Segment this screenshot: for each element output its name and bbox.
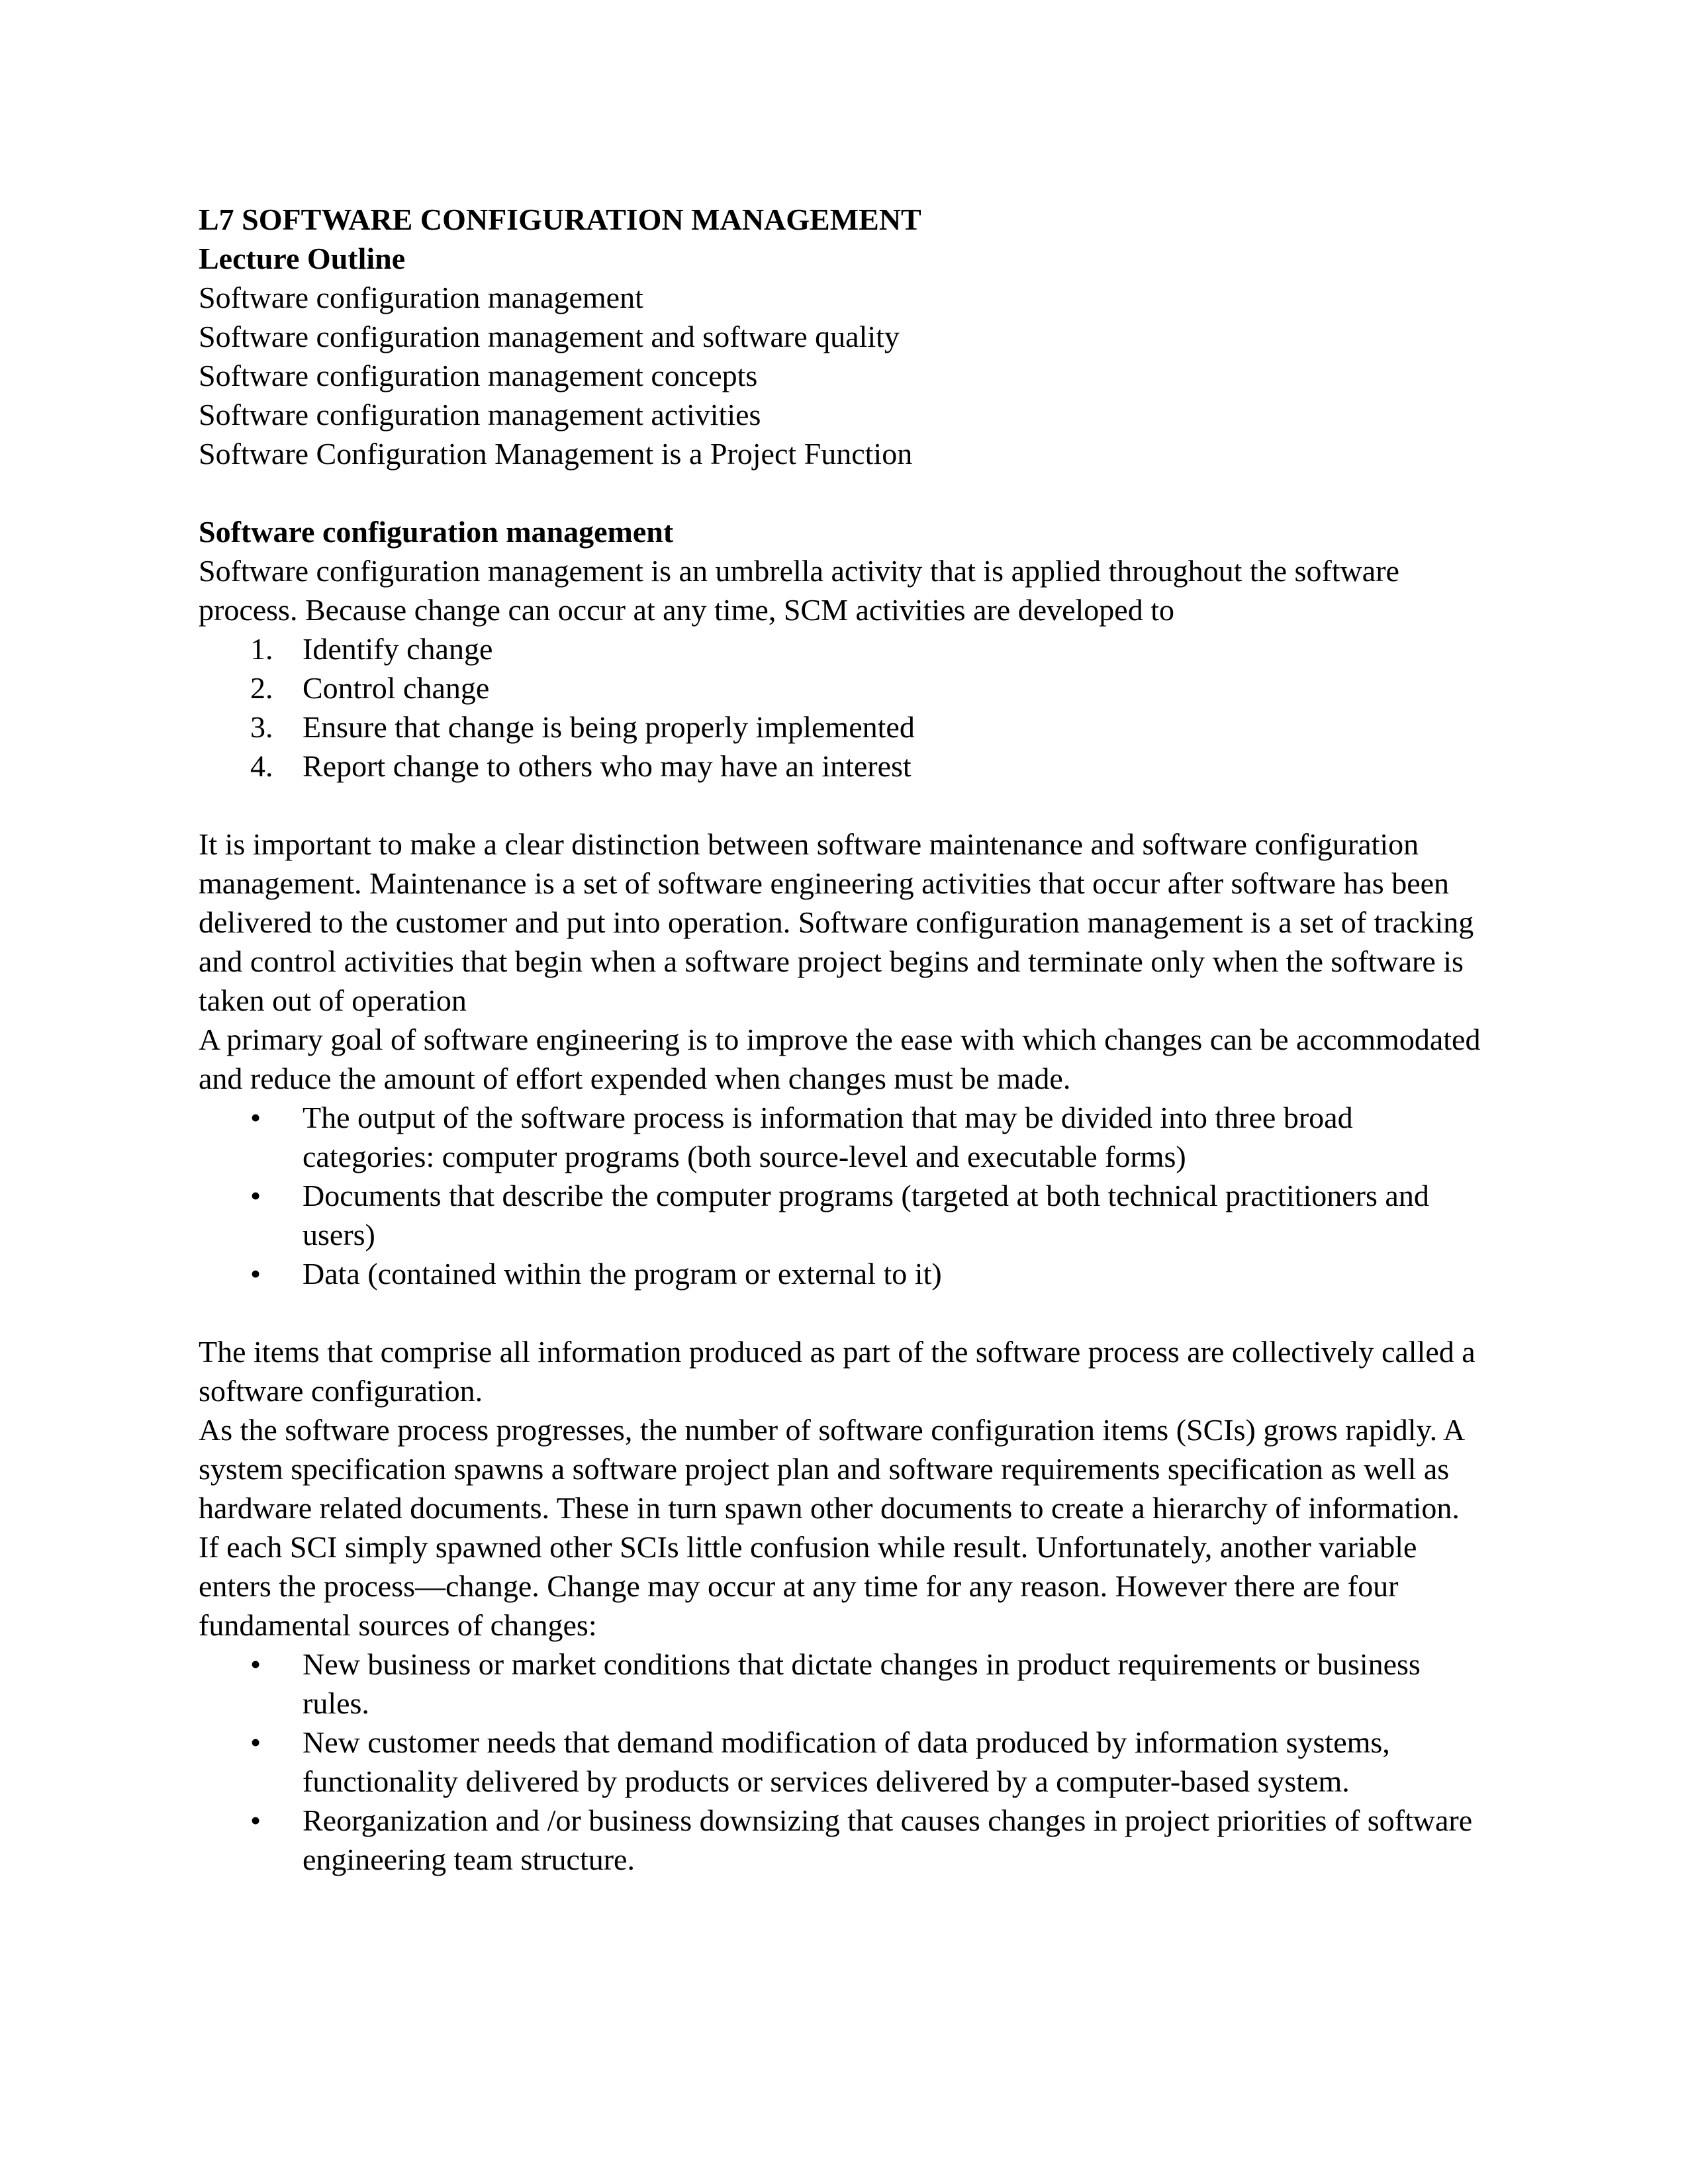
list-item [199,747,1489,786]
bullet-list [199,1098,1489,1293]
list-item [199,1723,1489,1801]
bullet-icon: • [250,1803,261,1837]
list-item-text: Report change to others who may have an interest [303,749,912,783]
list-item [199,1098,1489,1176]
bullet-icon: • [250,1647,261,1681]
paragraph: Software configuration management is an umbrella activity that is applied throughout the software process. Because change can occur at any time, SCM activities are developed to [199,554,1399,627]
paragraph: It is important to make a clear distinction between software maintenance and software configuration management. Maintenance is a set of software engineering activities that occur after software has been delivered to the customer and put into operation. Software configuration management is a set of tracking and control activities that begin when a software project begins and terminate only when the software is taken out of operation [199,827,1474,1017]
list-item-text: New business or market conditions that dictate changes in product requirements or business rules. [303,1647,1421,1720]
list-number: 4. [250,749,273,783]
list-item-text: Ensure that change is being properly implemented [303,710,915,744]
bullet-icon: • [250,1101,261,1134]
list-number: 3. [250,710,273,744]
list-item [199,1645,1489,1723]
list-item-text: Data (contained within the program or external to it) [303,1257,942,1291]
section-heading: Lecture Outline [199,242,406,275]
paragraph: Software configuration management and software quality [199,320,900,353]
list-item [199,1254,1489,1293]
bullet-list [199,1645,1489,1879]
list-item [199,629,1489,668]
list-item-text: Control change [303,671,490,705]
list-item [199,668,1489,707]
paragraph: A primary goal of software engineering is to improve the ease with which changes can be accommodated and reduce the amount of effort expended when changes must be made. [199,1023,1481,1095]
bullet-icon: • [250,1179,261,1212]
paragraph: As the software process progresses, the number of software configuration items (SCIs) grows rapidly. A system specification spawns a software project plan and software requirements specification as well as hardware related documents. These in turn spawn other documents to create a hierarchy of information. [199,1413,1464,1525]
document-content [199,200,1489,1879]
paragraph: Software configuration management activities [199,398,761,432]
numbered-list [199,629,1489,786]
paragraph-spacer [199,1293,1489,1332]
list-item [199,1801,1489,1879]
list-item-text: Documents that describe the computer programs (targeted at both technical practitioners and users) [303,1179,1429,1251]
list-item-text: Reorganization and /or business downsizing that causes changes in project priorities of software engineering team structure. [303,1803,1473,1876]
paragraph-spacer [199,786,1489,825]
paragraph-spacer [199,473,1489,512]
list-item-text: The output of the software process is information that may be divided into three broad categories: computer programs (both source-level and executable forms) [303,1101,1353,1173]
section-heading: L7 SOFTWARE CONFIGURATION MANAGEMENT [199,203,921,236]
section-heading: Software configuration management [199,515,674,549]
paragraph: If each SCI simply spawned other SCIs little confusion while result. Unfortunately, another variable enters the process—change. Change may occur at any time for any reason. However there are four fundamental sources of changes: [199,1530,1417,1642]
bullet-icon: • [250,1725,261,1759]
paragraph: Software configuration management concepts [199,359,758,392]
list-item [199,707,1489,747]
bullet-icon: • [250,1257,261,1291]
list-item-text: Identify change [303,632,493,666]
list-number: 1. [250,632,273,666]
list-item-text: New customer needs that demand modification of data produced by information systems, functionality delivered by products or services delivered by a computer-based system. [303,1725,1390,1798]
paragraph: Software Configuration Management is a Project Function [199,437,913,471]
list-number: 2. [250,671,273,705]
list-item [199,1176,1489,1254]
paragraph: Software configuration management [199,281,643,314]
paragraph: The items that comprise all information produced as part of the software process are collectively called a software configuration. [199,1335,1476,1408]
